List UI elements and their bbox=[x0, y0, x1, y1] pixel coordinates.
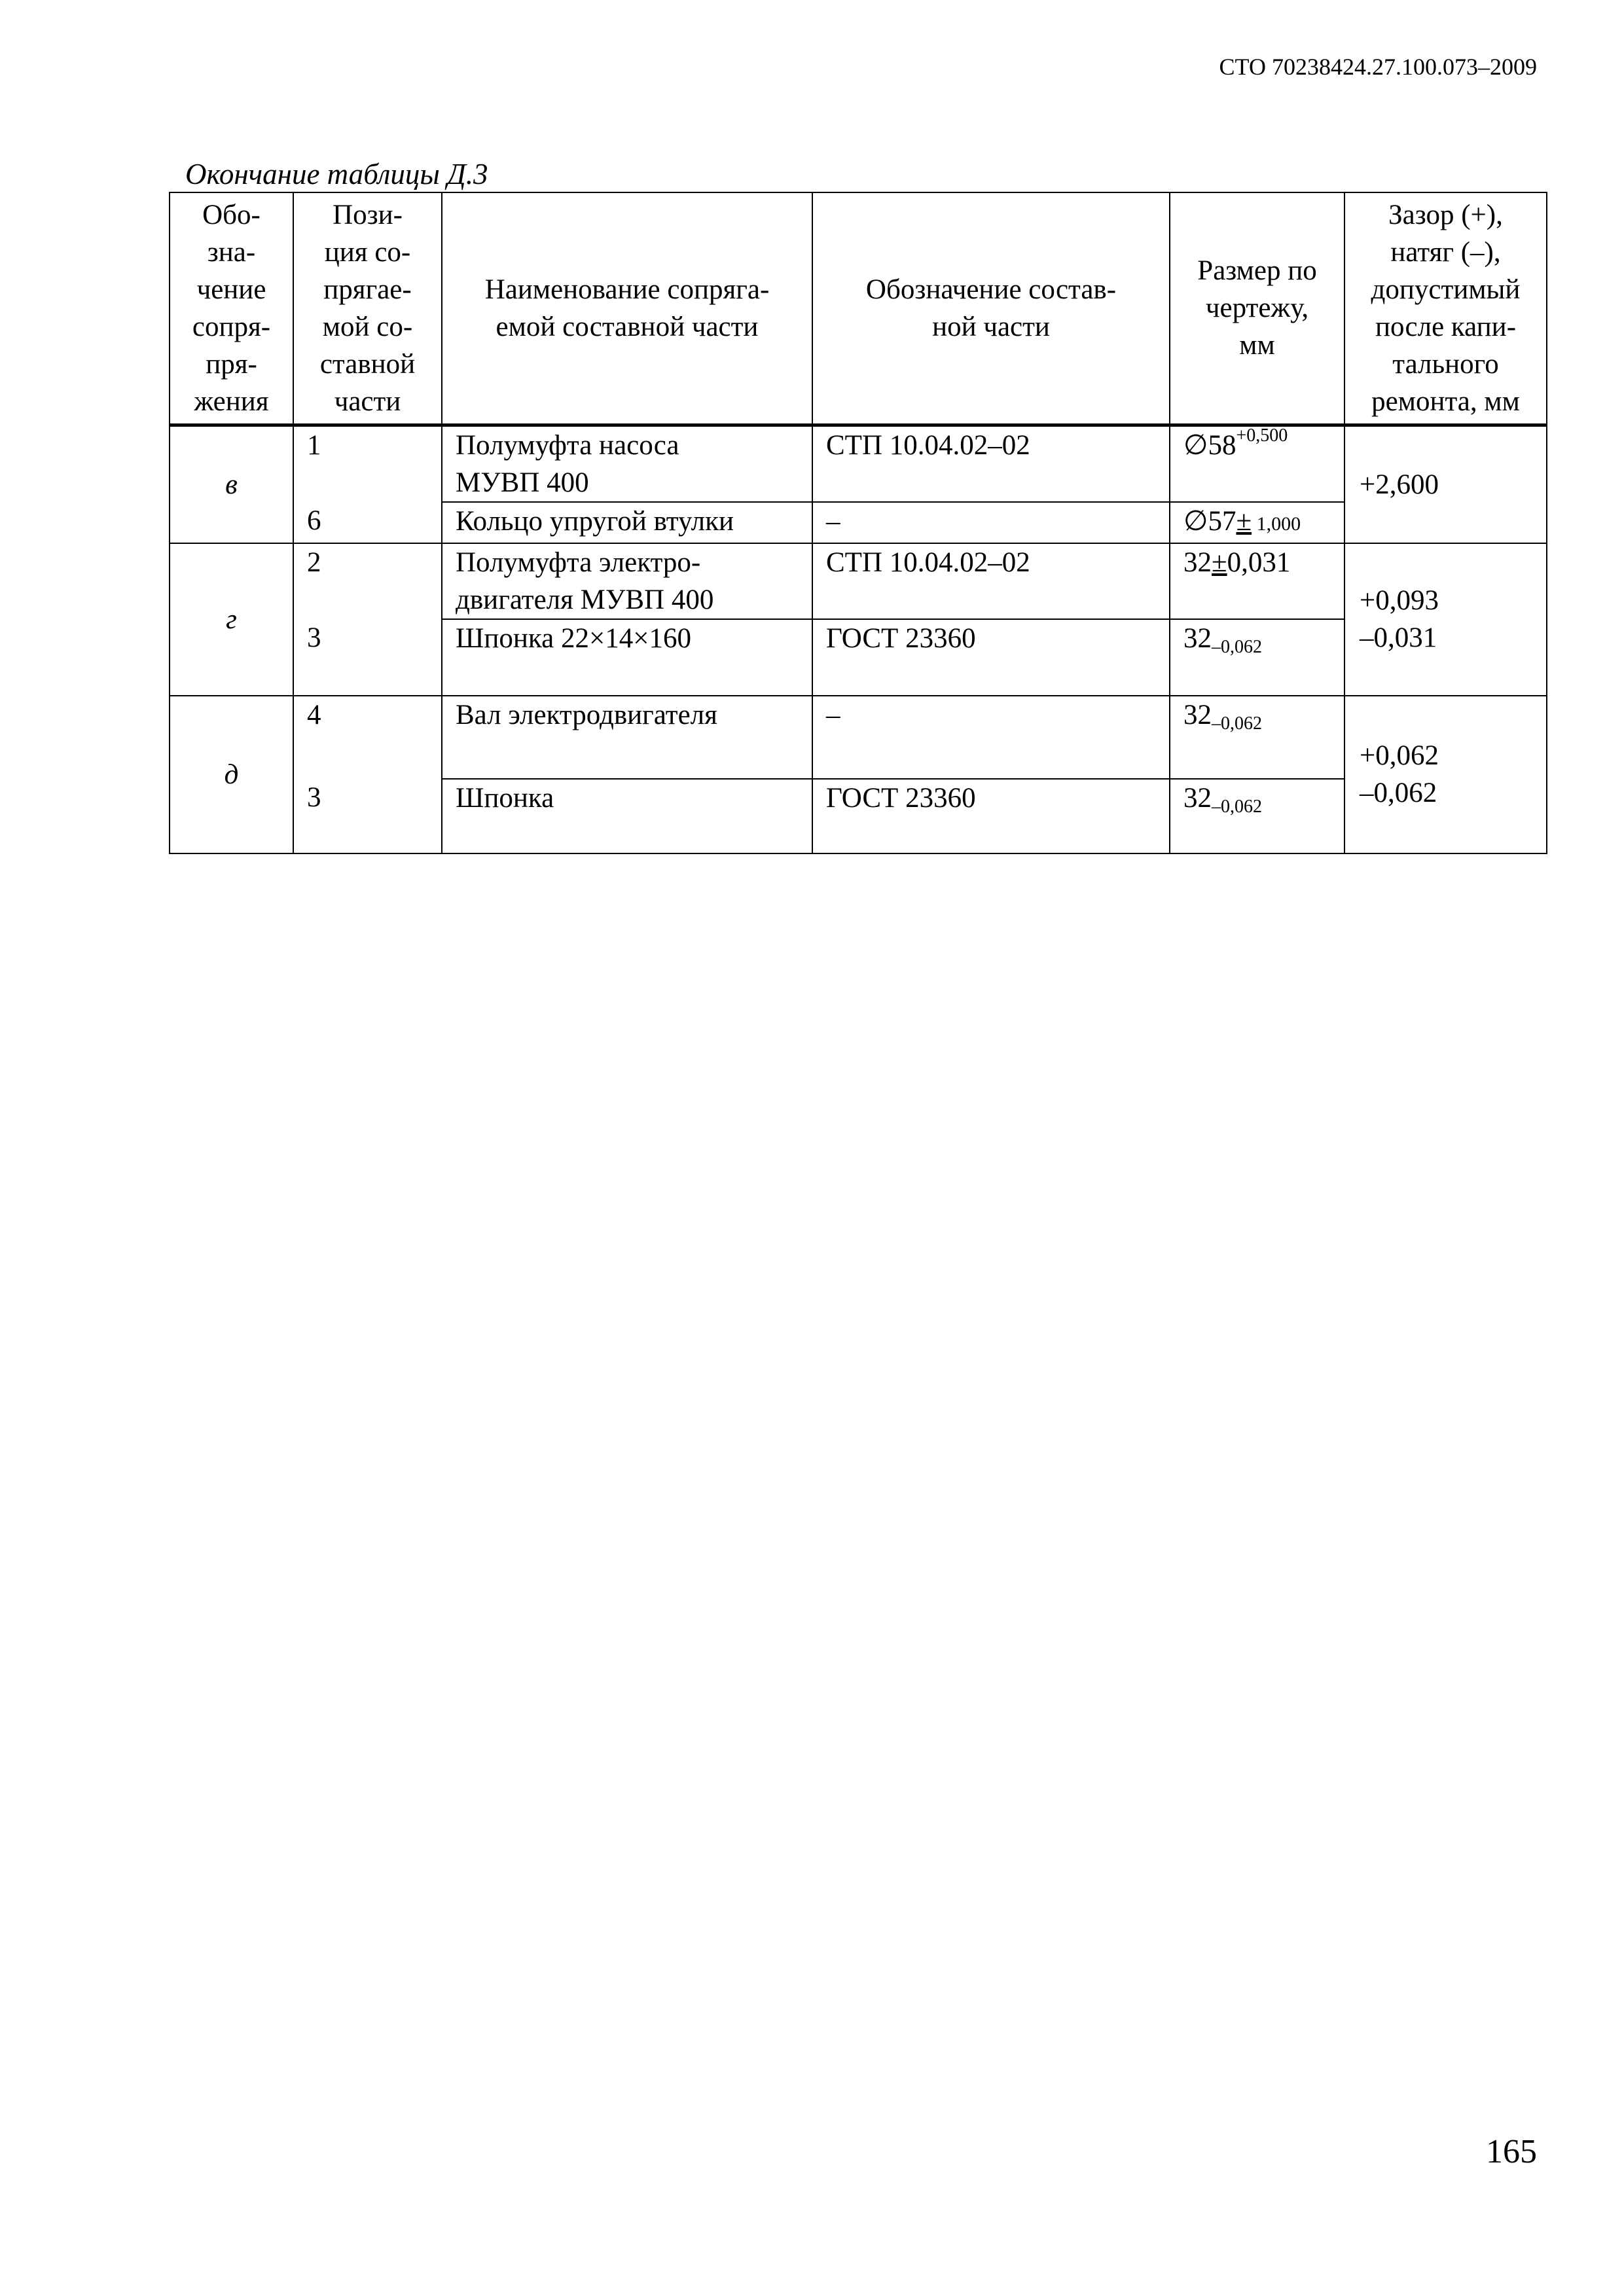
table-row bbox=[170, 779, 1547, 853]
header-gap-tightness: Зазор (+), натяг (–), допустимый после капи- тального ремонта, мм bbox=[1344, 192, 1547, 425]
size-base: 32 bbox=[1183, 699, 1212, 730]
position-cell: 3 bbox=[293, 779, 442, 853]
designation-cell: в bbox=[170, 425, 293, 543]
part-name-cell: Вал электродвигателя bbox=[442, 696, 812, 779]
size-lower-tolerance: –0,062 bbox=[1212, 636, 1262, 657]
part-code-cell: – bbox=[812, 696, 1170, 779]
part-name-cell: Полумуфта насоса МУВП 400 bbox=[442, 425, 812, 502]
part-name-cell: Шпонка 22×14×160 bbox=[442, 619, 812, 696]
size-plus-minus: ± bbox=[1212, 547, 1227, 578]
size-plus-minus: ± bbox=[1236, 505, 1252, 537]
table-row bbox=[170, 543, 1547, 619]
table-header-row bbox=[170, 192, 1547, 425]
designation-cell: г bbox=[170, 543, 293, 696]
size-cell bbox=[1170, 543, 1344, 619]
table-row bbox=[170, 696, 1547, 779]
table-caption: Окончание таблицы Д.3 bbox=[185, 158, 488, 190]
size-cell bbox=[1170, 502, 1344, 543]
size-base: 32 bbox=[1183, 622, 1212, 654]
size-upper-tolerance: +0,500 bbox=[1236, 425, 1288, 446]
size-base: 32 bbox=[1183, 547, 1212, 578]
part-name-cell: Полумуфта электро- двигателя МУВП 400 bbox=[442, 543, 812, 619]
position-cell: 1 bbox=[293, 425, 442, 502]
size-cell bbox=[1170, 619, 1344, 696]
header-position: Пози- ция со- прягае- мой со- ставной части bbox=[293, 192, 442, 425]
size-tolerance: 1,000 bbox=[1252, 512, 1301, 535]
page-number: 165 bbox=[1486, 2133, 1537, 2170]
part-name-cell: Кольцо упругой втулки bbox=[442, 502, 812, 543]
table-row bbox=[170, 425, 1547, 502]
size-base: ∅58 bbox=[1183, 429, 1236, 461]
part-code-cell: СТП 10.04.02–02 bbox=[812, 543, 1170, 619]
size-base: ∅57 bbox=[1183, 505, 1236, 537]
table-row bbox=[170, 502, 1547, 543]
gap-cell: +2,600 bbox=[1344, 425, 1547, 543]
mating-parts-table bbox=[169, 192, 1547, 854]
header-designation: Обо- зна- чение сопря- пря- жения bbox=[170, 192, 293, 425]
size-tolerance: 0,031 bbox=[1227, 547, 1291, 578]
header-part-code: Обозначение состав- ной части bbox=[812, 192, 1170, 425]
table-row bbox=[170, 619, 1547, 696]
part-code-cell: СТП 10.04.02–02 bbox=[812, 425, 1170, 502]
designation-cell: д bbox=[170, 696, 293, 853]
part-code-cell: ГОСТ 23360 bbox=[812, 779, 1170, 853]
header-drawing-size: Размер по чертежу, мм bbox=[1170, 192, 1344, 425]
part-code-cell: – bbox=[812, 502, 1170, 543]
position-cell: 4 bbox=[293, 696, 442, 779]
part-name-cell: Шпонка bbox=[442, 779, 812, 853]
part-code-cell: ГОСТ 23360 bbox=[812, 619, 1170, 696]
size-cell bbox=[1170, 779, 1344, 853]
size-lower-tolerance: –0,062 bbox=[1212, 796, 1262, 817]
position-cell: 6 bbox=[293, 502, 442, 543]
document-code-header: СТО 70238424.27.100.073–2009 bbox=[1219, 54, 1537, 80]
size-base: 32 bbox=[1183, 782, 1212, 814]
header-part-name: Наименование сопряга- емой составной части bbox=[442, 192, 812, 425]
gap-cell: +0,093 –0,031 bbox=[1344, 543, 1547, 696]
gap-cell: +0,062 –0,062 bbox=[1344, 696, 1547, 853]
size-cell bbox=[1170, 696, 1344, 779]
position-cell: 2 bbox=[293, 543, 442, 619]
size-cell bbox=[1170, 425, 1344, 502]
size-lower-tolerance: –0,062 bbox=[1212, 713, 1262, 734]
position-cell: 3 bbox=[293, 619, 442, 696]
